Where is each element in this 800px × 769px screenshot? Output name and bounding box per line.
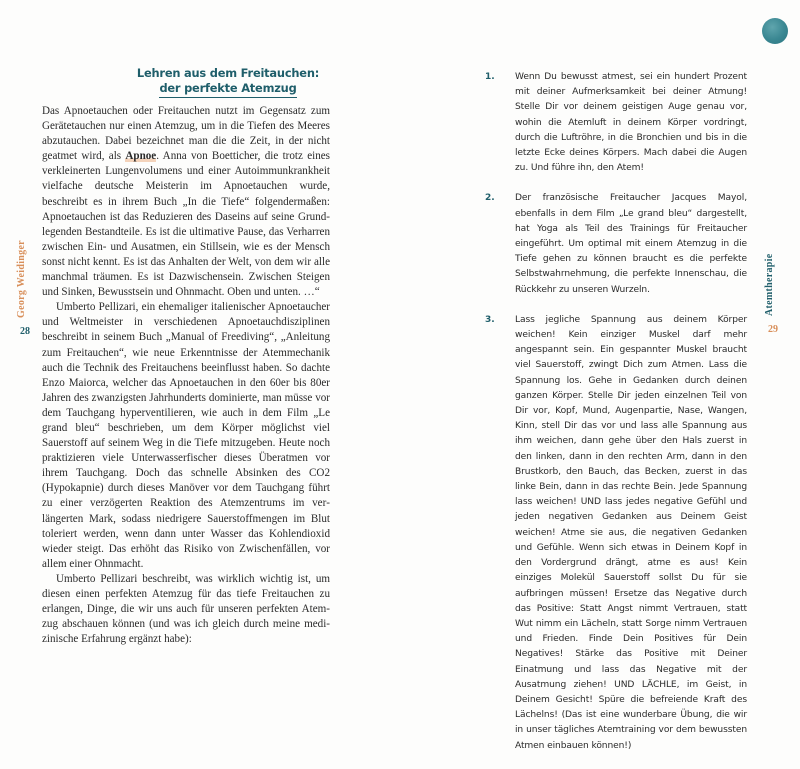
running-head-author: Georg Weidinger — [16, 240, 27, 318]
paragraph-2: Umberto Pellizari, ein ehemaliger italienischer Apnoetaucher und Weltmeister in verschiedenen Apnoetauchdisziplinen beschreibt in seinem Buch „Manual of Freediving“, „Anleitung zum Freitauchen“, wie neue Erkenntnisse der Atemmechanik auch die Technik des Freitauchens beeinflusst haben. So dachte Enzo Maiorca, welcher das Apnoetauchen in den 60er bis 80er Jahren des zwanzigsten Jahrhunderts dominierte, man müsse vor dem Tauchgang hyperventilieren, wie auch in dem Film „Le grand bleu“ beschrieben, um dem Körper möglichst viel Sauerstoff auf seinem Weg in die Tiefe mitzugeben. Heute noch praktizieren viele Unterwasserfischer dieses Überatmen vor ihrem Tauchgang. Doch das schnelle Absinken des CO2 (Hypokapnie) durch dieses Manöver vor dem Tauchgang führt zu einer verzögerten Reaktion des Atemzentrums im verlängerten Mark, sodass niedrigere Sauerstoffmengen im Blut toleriert werden, wenn dann unter Wasser das Kohlendioxid wieder steigt. Das erhöht das Risiko von Zwischenfällen, vor allem einer Ohnmacht. — [42, 301, 330, 570]
paragraph-3: Umberto Pellizari beschreibt, was wirklich wichtig ist, um diesen einen perfekten Atemzug für das tiefe Freitauchen zu erlangen, Dinge, die wir uns auch für unseren perfekten Atemzug abschauen können (und was ich gleich durch meine medizinische Erfahrung ergänzt habe): — [42, 572, 330, 646]
right-page — [400, 0, 800, 751]
highlighted-term-apnoe: Apnoe — [125, 150, 157, 163]
list-item-text: Wenn Du bewusst atmest, sei ein hundert Prozent mit deiner Aufmerksamkeit bei deiner Atmung! Stelle Dir vor deinem geistigen Auge genau vor, wohin die Atemluft in deinem Körper vordringt, durch die Luftröhre, in die Bronchien und bis in die letzte Ecke deines Körpers. Mach dabei die Augen zu. Und führe ihn, den Atem! — [515, 72, 747, 174]
page-number-right: 29 — [768, 324, 778, 335]
section-title-line2: der perfekte Atemzug — [159, 81, 296, 98]
left-body-text — [42, 104, 330, 647]
running-head-chapter: Atemtherapie — [764, 253, 775, 316]
paragraph-1-end: . Anna von Boetticher, die trotz eines verkleinerten Lungenvolumens und einer Autoimmunkrankheit vielfache deutsche Meisterin im Apnoetauchen wurde, beschreibt es in ihrem Buch „In die Tiefe“ folgendermaßen: Apnoetauchen ist das Reduzieren des Daseins auf seine Grundlegenden Bestandteile. Es ist die ultimative Pause, das Verharren zwischen Ein- und Ausatmen, ein Stillsein, wie es der Mensch sonst nicht kennt. Es ist das Anhalten der Welt, von dem wir alle manchmal träumen. Es ist Dazwischensein. Zwischen Steigen und Sinken, Bewusstsein und Ohnmacht. Oben und unten. …“ — [42, 150, 330, 299]
page-number-left: 28 — [20, 326, 30, 337]
section-title-line1: Lehren aus dem Freitauchen: — [136, 66, 320, 80]
list-item — [485, 313, 747, 754]
list-item-text: Lass jegliche Spannung aus deinem Körper weichen! Kein einziger Muskel darf mehr angespannt sein. Ein gespannter Muskel braucht viel Sauerstoff, zwingt Dich zum Atmen. Lass die Spannung los. Gehe in Gedanken durch deinen ganzen Körper. Stelle Dir jeden einzelnen Teil von Dir vor, Kopf, Mund, Augenpartie, Nase, Wangen, Kinn, stell Dir das vor und lass alle Spannung aus ihm weichen, dann gehe über den Hals zuerst in den linken, dann in den rechten Arm, dann in den Brustkorb, den Bauch, das Becken, zuerst in das linke Bein, dann in das rechte Bein. Jede Spannung lass weichen! UND lass jedes negative Gefühl und jeden negativen Gedanken aus Deinem Geist weichen! Atme sie aus, die negativen Gedanken und Gefühle. Wenn sich etwas in Deinem Kopf in den Vordergrund drängt, atme es aus! Kein einziges Molekül Sauerstoff sollst Du für sie aufbringen müssen! Ersetze das Negative durch das Positive: Statt Angst nimmt Vertrauen, statt Wut nimm ein Lächeln, statt Sorge nimm Vertrauen und Frieden. Finde Dein Positives für Dein Negatives! Stärke das Positive mit Deiner Einatmung und lass das Negative mit der Ausatmung ziehen! UND LÄCHLE, im Geist, in Deinem Gesicht! Spüre die befreiende Kraft des Lächelns! (Das ist eine wunderbare Übung, die wir in unser tägliches Atemtraining vor dem bewussten Atmen einbauen können!) — [515, 314, 747, 751]
teal-circle-icon — [762, 18, 788, 44]
left-margin-marker — [14, 236, 38, 346]
paragraph-1-start: Das Apnoetauchen oder Freitauchen nutzt im Gegensatz zum Gerätetauchen nur einen Atemzug, um in die Tiefen des Meeres abzutauchen. Dabei bezeichnet man die die Zeit, in der nicht geatmet wird, als — [42, 105, 330, 163]
paragraph-1 — [42, 104, 330, 300]
right-margin-marker — [762, 250, 786, 350]
list-number: 1. — [485, 72, 495, 82]
left-page — [0, 0, 400, 646]
list-item — [485, 191, 747, 297]
list-number: 2. — [485, 193, 495, 204]
section-title — [110, 66, 346, 98]
numbered-list — [485, 70, 747, 769]
list-item — [485, 70, 747, 176]
list-item-text: Der französische Freitaucher Jacques Mayol, ebenfalls in dem Film „Le grand bleu“ dargestellt, hat Yoga als Teil des Trainings für Freitaucher eingeführt. Um optimal mit einem Atemzug in die Tiefe gehen zu können braucht es die perfekte Selbstwahrnehmung, die perfekte Innenschau, die Rückkehr zu unseren Wurzeln. — [515, 193, 747, 295]
list-number: 3. — [485, 314, 495, 325]
